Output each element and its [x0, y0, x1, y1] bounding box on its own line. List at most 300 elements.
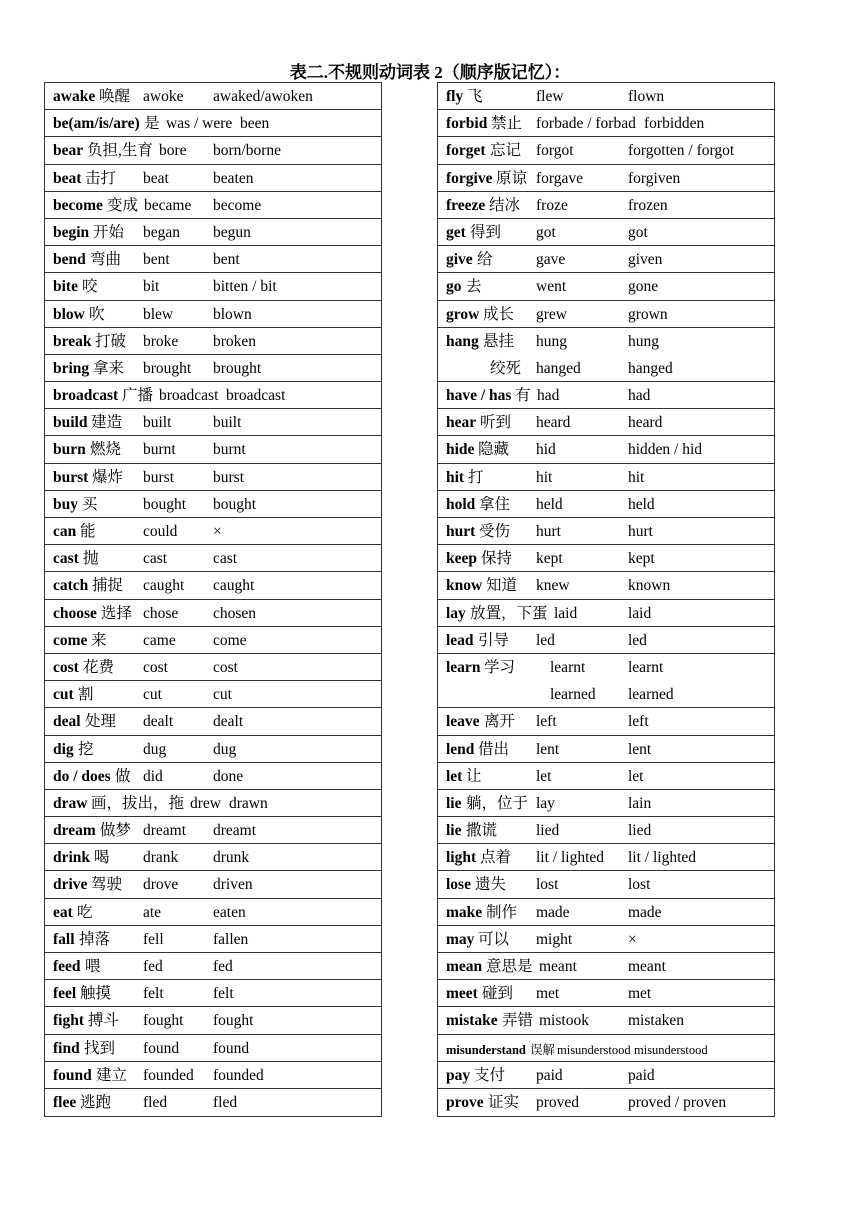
verb-past-participle: paid [628, 1066, 655, 1084]
verb-meaning: 躺，位于 [466, 794, 529, 812]
verb-meaning: 喂 [85, 958, 101, 975]
verb-past-form: built [143, 414, 172, 432]
verb-past-participle: broadcast [226, 387, 286, 405]
verb-meaning: 爆炸 [92, 468, 124, 486]
verb-past-form: could [143, 523, 178, 540]
verb-meaning: 搏斗 [88, 1012, 120, 1030]
verb-meaning: 喝 [94, 849, 110, 867]
table-row [438, 899, 774, 926]
verb-meaning: 变成 [107, 196, 139, 214]
table-row [438, 545, 774, 572]
verb-base-form: hear [446, 414, 477, 432]
verb-past-participle: done [213, 767, 244, 785]
verb-past-form: led [536, 631, 555, 649]
verb-past-participle: lent [628, 740, 652, 758]
verb-meaning: 吹 [89, 305, 105, 323]
verb-base-form: catch [53, 577, 89, 595]
table-row [438, 844, 774, 871]
verb-past-form: lied [536, 822, 560, 840]
verb-meaning: 触摸 [80, 985, 112, 1003]
verb-base-form: misunderstand [446, 1042, 526, 1057]
verb-base-form: hang [446, 332, 479, 350]
verb-past-form: founded [143, 1066, 194, 1084]
verb-past-form: got [536, 223, 556, 241]
verb-past-form: dreamt [143, 822, 187, 840]
verb-base-form: light [446, 849, 477, 867]
verb-past-form: awoke [143, 88, 184, 105]
verb-meaning: 意思是 [486, 958, 533, 975]
verb-base-form: come [53, 631, 88, 649]
verb-meaning: 绞死 [490, 359, 522, 377]
verb-past-participle: hit [628, 468, 645, 486]
verb-past-form: hanged [536, 359, 581, 377]
verb-base-form: lie [446, 794, 462, 812]
verb-meaning: 知道 [486, 577, 518, 595]
table-row [438, 491, 774, 518]
verb-past-form: began [143, 223, 181, 241]
table-row [438, 871, 774, 898]
verb-past-form: forgave [536, 169, 584, 187]
table-row [438, 518, 774, 545]
verb-meaning: 可以 [478, 930, 510, 948]
verb-meaning: 割 [78, 686, 94, 704]
table-row [438, 409, 774, 436]
verb-past-form: proved [536, 1093, 580, 1111]
verb-base-form: bear [53, 142, 84, 160]
verb-past-form: fed [143, 958, 163, 975]
verb-past-participle: held [628, 495, 655, 513]
verb-meaning: 得到 [470, 223, 502, 241]
verb-base-form: prove [446, 1093, 484, 1111]
verb-past-form: learned [550, 686, 596, 704]
verb-past-form: fell [143, 930, 164, 948]
verb-meaning: 悬挂 [483, 332, 515, 350]
verb-meaning: 结冰 [489, 196, 521, 214]
table-row [438, 736, 774, 763]
table-row [438, 165, 774, 192]
verb-past-form: dug [143, 740, 167, 758]
table-row [45, 382, 381, 409]
verb-base-form: forbid [446, 115, 488, 133]
table-row [45, 355, 381, 382]
verb-base-form: fly [446, 88, 464, 105]
page-title: 表二.不规则动词表 2（顺序版记忆）： [289, 63, 571, 82]
verb-meaning: 放置，下蛋 [470, 604, 548, 622]
verb-base-form: mean [446, 958, 483, 975]
verb-past-form: held [536, 495, 563, 513]
table-row [45, 110, 381, 137]
table-row [438, 219, 774, 246]
verb-base-form: give [446, 251, 473, 269]
table-row [438, 192, 774, 219]
table-row [438, 436, 774, 463]
verb-meaning: 做 [115, 767, 131, 785]
verb-base-form: get [446, 223, 466, 241]
table-row [438, 382, 774, 409]
verb-past-form: did [143, 767, 163, 785]
verb-meaning: 负担,生育 [87, 142, 153, 160]
verb-past-participle: laid [628, 604, 652, 622]
table-row [438, 464, 774, 491]
verb-past-participle: heard [628, 414, 663, 432]
verb-past-form: hurt [536, 523, 561, 540]
verb-past-form: went [536, 278, 567, 296]
verb-past-participle: let [628, 767, 644, 785]
table-row [45, 301, 381, 328]
verb-past-form: meant [539, 958, 577, 975]
table-row [45, 1035, 381, 1062]
table-row [438, 137, 774, 164]
verb-past-participle: burst [213, 468, 244, 486]
table-row [438, 110, 774, 137]
verb-meaning: 买 [82, 495, 98, 513]
table-row [45, 137, 381, 164]
verb-past-participle: burnt [213, 441, 246, 459]
verb-base-form: found [53, 1066, 92, 1084]
verb-past-form: bit [143, 278, 160, 296]
verb-past-participle: bent [213, 251, 240, 269]
verb-past-form: drew [190, 794, 221, 812]
verb-past-form: let [536, 767, 552, 785]
verb-past-form: heard [536, 414, 571, 432]
verb-past-participle: frozen [628, 196, 668, 214]
verb-past-participle: fed [213, 958, 233, 975]
verb-past-participle: lain [628, 794, 652, 812]
verb-meaning: 唤醒 [99, 88, 131, 105]
table-row [45, 899, 381, 926]
verb-past-participle: known [628, 577, 671, 595]
verb-past-participle: left [628, 713, 649, 731]
verb-meaning: 开始 [93, 223, 125, 241]
verb-base-form: hide [446, 441, 475, 459]
table-row [45, 790, 381, 817]
verb-base-form: dig [53, 740, 74, 758]
verb-base-form: learn [446, 658, 481, 676]
verb-meaning: 学习 [484, 658, 516, 676]
verb-meaning: 抛 [83, 550, 99, 568]
verb-past-form: caught [143, 577, 185, 595]
table-row [45, 953, 381, 980]
verb-past-form: was / were [166, 115, 233, 133]
verb-base-form: lay [446, 604, 466, 622]
verb-meaning: 做梦 [100, 822, 132, 840]
verb-past-participle: lit / lighted [628, 849, 697, 867]
verb-past-form: forgot [536, 142, 574, 160]
verb-meaning: 保持 [481, 550, 513, 568]
table-row [438, 1089, 774, 1116]
verb-base-form: choose [53, 604, 97, 622]
verb-base-form: bite [53, 278, 78, 296]
table-row [438, 355, 774, 382]
verb-past-participle: lost [628, 876, 651, 894]
table-row [438, 1035, 774, 1062]
table-row [438, 817, 774, 844]
verb-past-form: bent [143, 251, 170, 269]
verb-past-form: learnt [550, 658, 586, 676]
verb-past-participle: drawn [229, 794, 268, 812]
table-row [45, 273, 381, 300]
table-row [438, 1062, 774, 1089]
verb-base-form: beat [53, 169, 82, 187]
verb-meaning: 咬 [82, 278, 98, 296]
verb-meaning: 击打 [85, 169, 117, 187]
verb-past-form: hit [536, 468, 553, 486]
verb-base-form: awake [53, 88, 96, 105]
verb-past-form: had [537, 387, 560, 405]
verb-past-participle: lied [628, 822, 652, 840]
verb-past-participle: driven [213, 876, 253, 894]
verb-meaning: 成长 [483, 305, 515, 323]
verb-base-form: eat [53, 903, 73, 921]
verb-table-left [44, 82, 382, 1117]
verb-meaning: 点着 [480, 849, 512, 867]
verb-past-participle: bought [213, 495, 257, 513]
verb-past-participle: caught [213, 577, 255, 595]
table-row [45, 600, 381, 627]
verb-base-form: lose [446, 876, 471, 894]
verb-past-form: forbade / forbad [536, 115, 636, 133]
verb-meaning: 燃烧 [90, 441, 122, 459]
verb-past-participle: met [628, 985, 652, 1003]
verb-base-form: leave [446, 713, 480, 731]
verb-base-form: know [446, 577, 483, 595]
verb-past-participle: grown [628, 305, 668, 323]
verb-past-form: flew [536, 88, 564, 105]
verb-past-form: lost [536, 876, 559, 894]
verb-past-participle: founded [213, 1066, 264, 1084]
table-row [438, 681, 774, 708]
table-row [45, 817, 381, 844]
verb-past-participle: flown [628, 88, 665, 105]
verb-past-form: hung [536, 332, 567, 350]
verb-past-participle: gone [628, 278, 659, 296]
verb-meaning: 能 [80, 523, 96, 540]
verb-base-form: hit [446, 468, 465, 486]
table-row [438, 572, 774, 599]
table-row [438, 1007, 774, 1034]
verb-past-participle: hidden / hid [628, 441, 703, 459]
table-row [45, 980, 381, 1007]
verb-base-form: meet [446, 985, 478, 1003]
table-row [45, 1089, 381, 1116]
verb-past-form: brought [143, 359, 192, 377]
verb-past-participle: made [628, 903, 662, 921]
table-row [45, 1062, 381, 1089]
verb-meaning: 支付 [474, 1066, 506, 1084]
table-row [45, 436, 381, 463]
verb-base-form: pay [446, 1066, 471, 1084]
verb-past-participle: forgotten / forgot [628, 142, 735, 160]
verb-meaning: 禁止 [491, 115, 523, 133]
verb-meaning: 证实 [488, 1093, 520, 1111]
verb-base-form: break [53, 332, 92, 350]
verb-past-form: lay [536, 794, 555, 812]
verb-base-form: blow [53, 305, 85, 323]
verb-base-form: burn [53, 441, 86, 459]
verb-past-form: drove [143, 876, 179, 894]
table-row [438, 708, 774, 735]
verb-past-participle: given [628, 251, 663, 269]
verb-base-form: may [446, 930, 475, 948]
verb-past-form: lent [536, 740, 560, 758]
verb-past-participle: misunderstood [634, 1042, 708, 1057]
verb-past-form: burnt [143, 441, 176, 459]
table-row [45, 572, 381, 599]
verb-past-form: left [536, 713, 557, 731]
verb-past-participle: dreamt [213, 822, 257, 840]
verb-past-participle: dealt [213, 713, 244, 731]
table-row [45, 464, 381, 491]
verb-meaning: 碰到 [482, 985, 514, 1003]
verb-past-participle: dug [213, 740, 237, 758]
verb-meaning: 让 [466, 767, 482, 785]
verb-meaning: 掉落 [79, 930, 111, 948]
verb-meaning: 忘记 [490, 142, 522, 160]
table-row [45, 192, 381, 219]
verb-base-form: have / has [446, 387, 512, 405]
verb-base-form: fight [53, 1012, 84, 1030]
verb-base-form: flee [53, 1093, 77, 1111]
verb-meaning: 弄错 [502, 1012, 534, 1030]
verb-base-form: lead [446, 631, 474, 649]
verb-past-form: misunderstood [557, 1042, 631, 1057]
verb-base-form: draw [53, 794, 88, 812]
table-row [45, 518, 381, 545]
verb-past-form: froze [536, 196, 568, 214]
table-row [45, 926, 381, 953]
verb-meaning: 误解 [530, 1042, 556, 1057]
table-row [438, 328, 774, 355]
verb-past-participle: brought [213, 359, 262, 377]
verb-meaning: 离开 [484, 713, 516, 731]
verb-past-form: cast [143, 550, 168, 568]
verb-meaning: 是 [144, 115, 160, 133]
verb-base-form: be(am/is/are) [53, 115, 140, 133]
verb-past-participle: drunk [213, 849, 250, 867]
verb-past-form: dealt [143, 713, 174, 731]
verb-base-form: bring [53, 359, 90, 377]
verb-past-form: knew [536, 577, 570, 595]
table-row [45, 871, 381, 898]
table-row [45, 627, 381, 654]
verb-meaning: 去 [466, 278, 482, 296]
verb-base-form: drink [53, 849, 91, 867]
verb-meaning: 处理 [85, 713, 117, 731]
verb-past-form: made [536, 903, 570, 921]
verb-past-form: burst [143, 468, 174, 486]
verb-past-form: laid [554, 604, 578, 622]
verb-past-participle: broken [213, 332, 257, 350]
table-row [45, 165, 381, 192]
verb-past-form: mistook [539, 1012, 589, 1030]
verb-meaning: 捕捉 [92, 577, 124, 595]
verb-base-form: lie [446, 822, 462, 840]
verb-base-form: make [446, 903, 483, 921]
table-row [438, 83, 774, 110]
verb-past-form: kept [536, 550, 563, 568]
verb-base-form: feed [53, 958, 81, 975]
verb-past-form: grew [536, 305, 567, 323]
verb-past-participle: blown [213, 305, 252, 323]
verb-base-form: hurt [446, 523, 476, 540]
table-row [45, 219, 381, 246]
verb-past-participle: proved / proven [628, 1093, 727, 1111]
verb-meaning: 给 [477, 251, 493, 269]
table-row [45, 708, 381, 735]
verb-past-participle: beaten [213, 169, 254, 187]
verb-meaning: 建造 [91, 414, 123, 432]
verb-past-participle: hurt [628, 523, 653, 540]
verb-past-form: blew [143, 305, 174, 323]
verb-past-participle: eaten [213, 903, 246, 921]
verb-past-participle: come [213, 631, 247, 649]
verb-base-form: deal [53, 713, 81, 731]
verb-meaning: 广播 [122, 387, 154, 405]
verb-past-participle: hung [628, 332, 659, 350]
verb-past-participle: awaked/awoken [213, 88, 313, 105]
verb-past-form: bore [159, 142, 187, 160]
verb-base-form: find [53, 1039, 80, 1057]
verb-past-form: lit / lighted [536, 849, 605, 867]
verb-past-participle: fled [213, 1093, 238, 1111]
verb-past-participle: fought [213, 1012, 254, 1030]
verb-past-form: fled [143, 1093, 168, 1111]
verb-base-form: let [446, 767, 463, 785]
verb-meaning: 遗失 [475, 876, 507, 894]
verb-base-form: go [446, 278, 462, 296]
verb-past-form: cost [143, 658, 168, 676]
verb-base-form: can [53, 523, 77, 540]
table-row [438, 246, 774, 273]
verb-past-participle: mistaken [628, 1012, 684, 1030]
verb-meaning: 隐藏 [478, 441, 510, 459]
verb-past-form: cut [143, 686, 162, 704]
verb-past-participle: cut [213, 686, 232, 704]
verb-past-form: felt [143, 985, 164, 1003]
table-row [438, 790, 774, 817]
verb-past-form: became [144, 196, 192, 214]
verb-meaning: 制作 [486, 903, 518, 921]
verb-past-participle: had [628, 387, 651, 405]
verb-past-form: chose [143, 604, 179, 622]
verb-past-participle: begun [213, 223, 251, 241]
verb-past-form: bought [143, 495, 187, 513]
verb-past-participle: led [628, 631, 647, 649]
verb-meaning: 画，拔出，拖 [91, 794, 185, 812]
table-row [438, 953, 774, 980]
table-row [45, 736, 381, 763]
verb-base-form: become [53, 196, 103, 214]
table-row [45, 844, 381, 871]
table-row [438, 654, 774, 681]
verb-meaning: 引导 [478, 631, 510, 649]
verb-base-form: burst [53, 468, 89, 486]
table-row [45, 763, 381, 790]
verb-meaning: 有 [515, 387, 531, 405]
table-row [45, 545, 381, 572]
verb-meaning: 吃 [77, 903, 93, 921]
table-row [45, 246, 381, 273]
verb-past-form: ate [143, 903, 162, 921]
table-row [45, 654, 381, 681]
verb-past-form: might [536, 930, 573, 948]
verb-base-form: cost [53, 658, 79, 676]
table-row [438, 301, 774, 328]
table-row [45, 83, 381, 110]
verb-meaning: 逃跑 [80, 1093, 112, 1111]
verb-past-participle: cast [213, 550, 238, 568]
verb-base-form: freeze [446, 196, 486, 214]
